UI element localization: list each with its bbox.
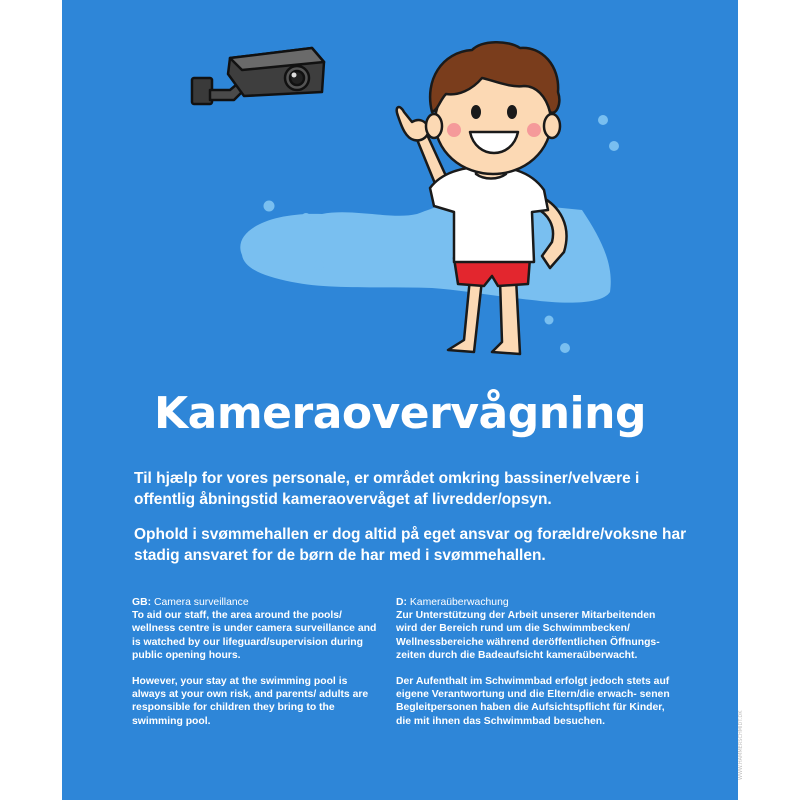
german-heading-text: Kameraüberwachung xyxy=(409,597,509,608)
german-paragraph-1: Zur Unterstützung der Arbeit unserer Mitarbeitenden wird der Bereich rund um die Schwimmbecken/ Wellnessbereiche während deröffentlichen Öffnungs- zeiten durch die Badeaufsicht kameraüberwacht. xyxy=(396,610,660,661)
german-tag: D: xyxy=(396,597,407,608)
side-print-text: WWW.HAMMERSCHMIDT.DK xyxy=(738,710,744,780)
english-heading xyxy=(132,596,377,609)
boy-pointing-illustration xyxy=(397,42,567,354)
surveillance-camera-icon xyxy=(192,48,324,104)
danish-paragraph-1: Til hjælp for vores personale, er området omkring bassiner/velvære i offentlig åbningstid kameraovervåget af livredder/opsyn. xyxy=(134,470,640,508)
illustration xyxy=(62,0,738,380)
english-paragraph-2: However, your stay at the swimming pool is always at your own risk, and parents/ adults are responsible for children they bring to the swimming pool. xyxy=(132,676,369,727)
german-heading xyxy=(396,596,671,609)
danish-paragraph-2: Ophold i svømmehallen er dog altid på eget ansvar og forældre/voksne har stadig ansvaret for de børn de har med i svømmehallen. xyxy=(134,526,687,564)
page-title: Kameraovervågning xyxy=(154,388,646,439)
english-tag: GB: xyxy=(132,597,152,608)
english-section xyxy=(132,596,377,728)
side-print xyxy=(738,640,746,780)
german-section xyxy=(396,596,671,728)
poster xyxy=(62,0,738,800)
english-paragraph-1: To aid our staff, the area around the pools/ wellness centre is under camera surveillance and is watched by our lifeguard/supervision during public opening hours. xyxy=(132,610,377,661)
german-paragraph-2: Der Aufenthalt im Schwimmbad erfolgt jedoch stets auf eigene Verantwortung und die Eltern/die erwach- senen Begleitpersonen haben die Aufsichtspflicht für Kinder, die mit ihnen das Schwimmbad besuchen. xyxy=(396,676,670,727)
english-heading-text: Camera surveillance xyxy=(153,597,249,608)
